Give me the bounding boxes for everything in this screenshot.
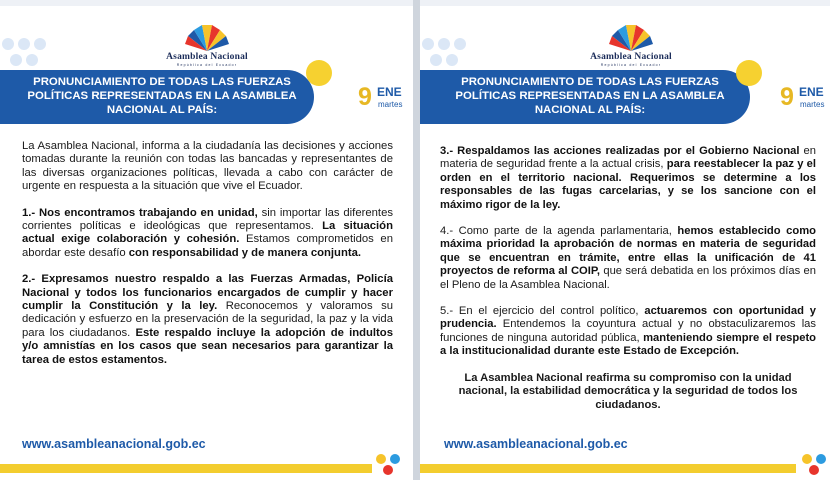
decorative-dots [2,30,62,70]
statement-body [440,145,816,425]
point-2-bold-2: Este respaldo incluye la adopción de indultos y/o amnistías en los casos que sean necesarios para garantizar la tarea de estos estamentos. [22,326,393,366]
date-badge [772,76,830,118]
point-1-bold-3: con responsabilidad y de manera conjunta. [128,246,362,259]
date-day: 9 [358,83,372,111]
logo-subtitle: República del Ecuador [600,63,662,67]
point-5-paragraph [440,305,816,359]
date-day: 9 [780,83,794,111]
point-2-bold-1: 2.- Expresamos nuestro respaldo a las Fuerzas Armadas, Policía Nacional y todos los funcionarios encargados de cumplir y hacer cumplir la Constitución y la ley. [22,273,393,313]
footer-bar [420,464,796,473]
point-2-paragraph [22,273,393,367]
website-link[interactable]: www.asambleanacional.gob.ec [22,437,206,451]
point-1-paragraph [22,207,393,261]
date-badge [350,76,413,118]
intro-paragraph: La Asamblea Nacional, informa a la ciudadanía las decisiones y acciones tomadas durante la reunión con todas las bancadas y representantes de las diversas organizaciones políticas, llevada a cabo con carácter de urgente en respuesta a la situación que vive el Ecuador. [22,140,393,193]
top-strip [420,0,830,6]
point-5-text-2: Entendemos la coyuntura actual y no obstaculizaremos las funciones de ninguna autoridad pública, [440,318,816,344]
point-4-text-2: que será debatida en los próximos días en el Pleno de la Asamblea Nacional. [440,265,816,291]
banner-title: PRONUNCIAMIENTO DE TODAS LAS FUERZAS POLÍTICAS REPRESENTADAS EN LA ASAMBLEA NACIONAL AL PAÍS: [0,70,314,124]
banner-title: PRONUNCIAMIENTO DE TODAS LAS FUERZAS POLÍTICAS REPRESENTADAS EN LA ASAMBLEA NACIONAL AL PAÍS: [420,70,750,124]
point-1-bold-2: La situación actual exige colaboración y cohesión. [22,220,393,246]
statement-card-right [420,0,830,480]
sunburst-logo-icon [184,24,230,52]
point-1-text-1: sin importar las diferentes corrientes políticas e ideológicas que representamos. [22,206,393,233]
point-4-paragraph [440,225,816,292]
logo-name: Asamblea Nacional [166,52,248,62]
point-1-bold-1: 1.- Nos encontramos trabajando en unidad, [22,206,258,219]
date-month: ENE [377,85,402,99]
point-4-bold-1: hemos establecido como máxima prioridad la aprobación de normas en materia de seguridad que se encuentran en trámite, entre ellas la unificación de 41 proyectos de reforma al COIP, [440,225,816,278]
statement-body [22,140,393,380]
point-1-text-2: Estamos comprometidos en abordar este desafío [22,233,393,259]
footer-bar [0,464,372,473]
point-3-bold-1: 3.- Respaldamos las acciones realizadas por el Gobierno Nacional [440,145,800,157]
top-strip [0,0,413,6]
point-5-bold-1: actuaremos con oportunidad y prudencia. [440,305,816,331]
point-2-text-1: Reconocemos y valoramos su dedicación y esfuerzo en la preservación de la seguridad, la paz y la vida para los ciudadanos. [22,300,393,339]
point-3-bold-2: para reestablecer la paz y el orden en el territorio nacional. Requerimos se determine a los responsables de las fugas carcelarias, y se los sancione con el máximo rigor de la ley. [440,158,816,211]
point-3-text-1: en materia de seguridad frente a la actual crisis, [440,145,816,171]
sun-decoration [306,60,332,86]
point-4-text-1: 4.- Como parte de la agenda parlamentaria, [440,225,678,238]
assembly-logo [576,24,686,68]
closing-paragraph: La Asamblea Nacional reafirma su compromiso con la unidad nacional, la estabilidad democrática y la seguridad de todos los ciudadanos. [458,371,798,411]
logo-name: Asamblea Nacional [590,52,672,62]
footer-dots [796,452,830,476]
point-5-text-1: 5.- En el ejercicio del control político, [440,305,645,318]
date-month: ENE [799,85,824,99]
footer-dots [370,452,410,476]
sun-decoration [736,60,762,86]
point-5-bold-2: manteniendo siempre el respeto a la institucionalidad durante este Estado de Excepción. [440,331,816,358]
logo-subtitle: República del Ecuador [176,63,238,67]
website-link[interactable]: www.asambleanacional.gob.ec [444,437,628,451]
assembly-logo [152,24,262,68]
decorative-dots [422,30,482,70]
card-separator [413,0,420,480]
date-weekday: martes [800,100,825,109]
statement-card-left [0,0,413,480]
date-weekday: martes [378,100,403,109]
point-3-paragraph [440,145,816,212]
sunburst-logo-icon [608,24,654,52]
